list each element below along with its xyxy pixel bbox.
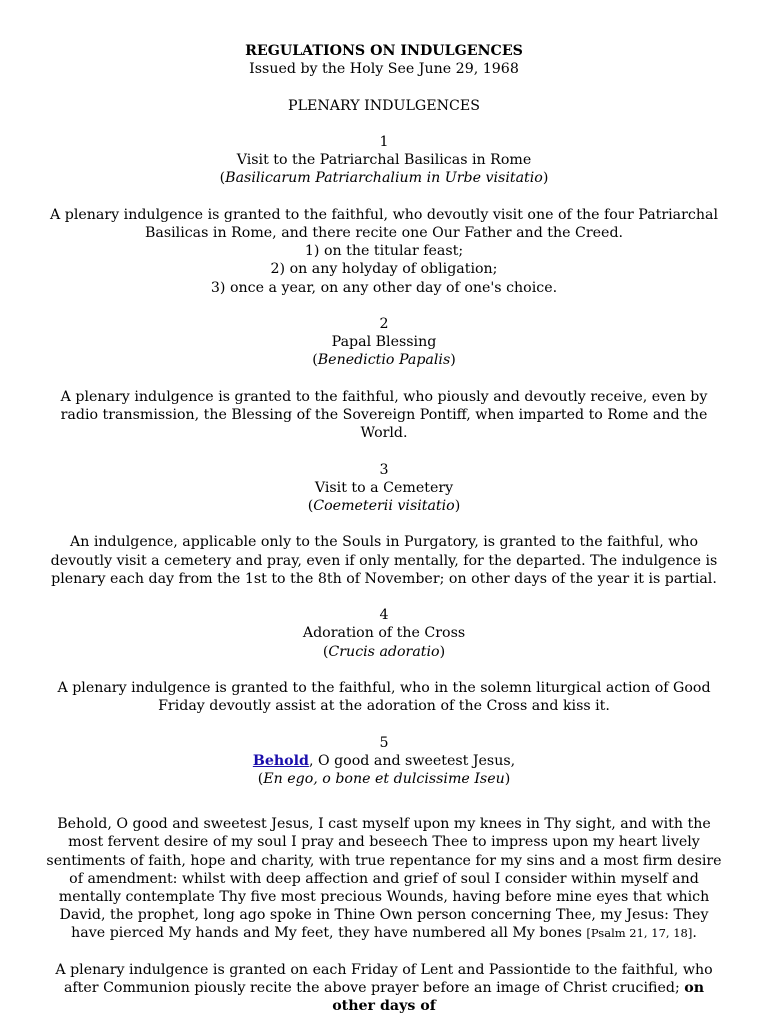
indulgence-item-2 [40,315,728,442]
item-latin-title: (Benedictio Papalis) [312,352,456,369]
item-latin-title: (Crucis adoratio) [322,643,446,660]
item-number: 3 [379,461,389,478]
list-item: 3) once a year, on any other day of one's choice. [210,279,558,296]
indulgence-item-3 [40,461,728,588]
item-body: A plenary indulgence is granted to the faithful, who devoutly visit one of the four Patriarchal Basilicas in Rome, and there recite one Our Father and the Creed. [50,206,718,241]
item-body: A plenary indulgence is granted to the faithful, who piously and devoutly receive, even by radio transmission, the Blessing of the Sovereign Pontiff, when imparted to Rome and the World. [60,388,708,442]
item-body: A plenary indulgence is granted on each Friday of Lent and Passiontide to the faithful, who after Communion piously recite the above prayer before an image of Christ crucified; on other days of [55,961,713,1015]
list-item: 2) on any holyday of obligation; [270,261,498,278]
item-latin-title: (Basilicarum Patriarchalium in Urbe visitatio) [219,170,549,187]
behold-link[interactable]: Behold [252,752,309,769]
list-item: 1) on the titular feast; [304,243,464,260]
psalm-reference: [Psalm 21, 17, 18] [586,926,693,941]
prayer-text: Behold, O good and sweetest Jesus, I cast myself upon my knees in Thy sight, and with the most fervent desire of my soul I pray and beseech Thee to impress upon my heart lively sentiments of faith, hope and charity, with true repentance for my sins and a most firm desire of amendment: whilst with deep affection and grief of soul I consider within myself and mentally contemplate Thy five most precious Wounds, having before mine eyes that which David, the prophet, long ago spoke in Thine Own person concerning Thee, my Jesus: They have pierced My hands and My feet, they have numbered all My bones [Psalm 21, 17, 18]. [46,816,722,942]
document-subtitle: Issued by the Holy See June 29, 1968 [249,61,519,78]
item-latin-title: (Coemeterii visitatio) [307,497,461,514]
indulgence-item-4 [40,606,728,715]
indulgence-item-1 [40,133,728,297]
item-number: 4 [379,607,389,624]
item-title: Visit to the Patriarchal Basilicas in Rome [236,152,532,169]
item-title: Visit to a Cemetery [314,479,454,496]
item-title: Papal Blessing [331,334,437,351]
item-number: 1 [379,133,389,150]
section-heading: PLENARY INDULGENCES [288,97,480,114]
item-number: 2 [379,315,389,332]
item-body: An indulgence, applicable only to the Souls in Purgatory, is granted to the faithful, who devoutly visit a cemetery and pray, even if only mentally, for the departed. The indulgence is plenary each day from the 1st to the 8th of November; on other days of the year it is partial. [50,534,718,587]
item-body: A plenary indulgence is granted to the faithful, who in the solemn liturgical action of Good Friday devoutly assist at the adoration of the Cross and kiss it. [57,679,711,715]
item-title: Behold, O good and sweetest Jesus, [252,752,516,769]
item-number: 5 [379,734,389,751]
indulgence-item-5 [40,734,728,1016]
item-latin-title: (En ego, o bone et dulcissime Iseu) [257,770,511,787]
document-title: REGULATIONS ON INDULGENCES [245,43,523,59]
item-title: Adoration of the Cross [302,625,466,642]
